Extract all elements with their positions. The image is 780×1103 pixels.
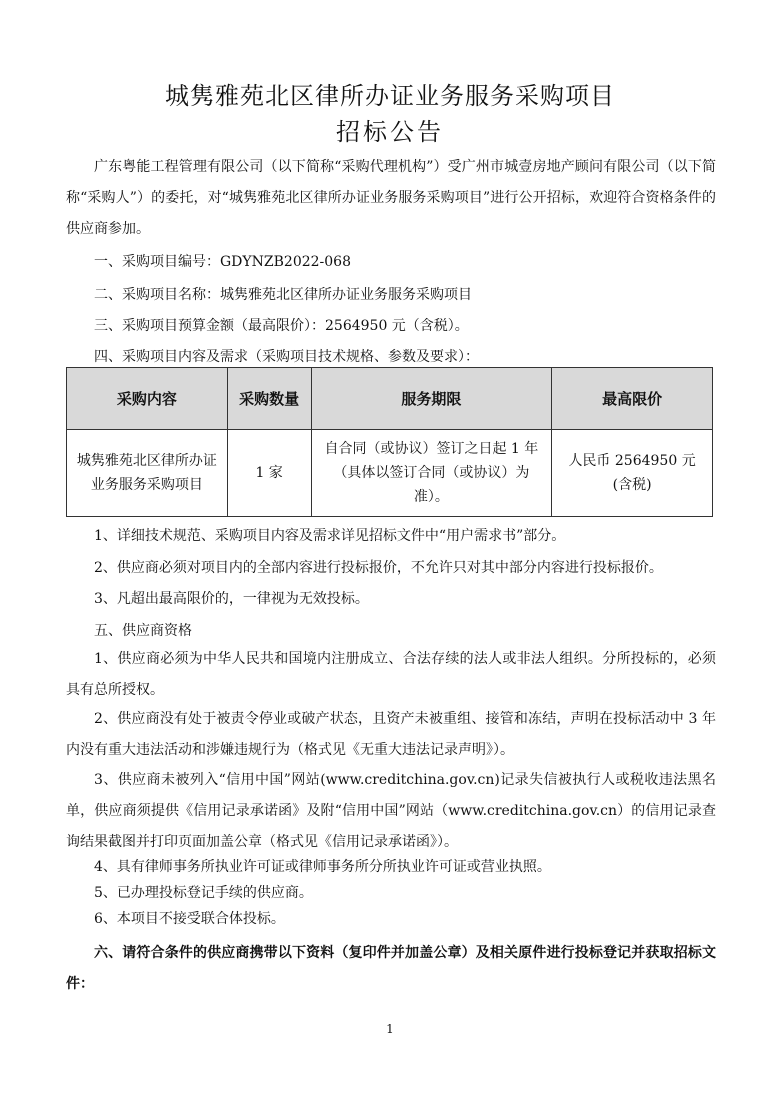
note-3: 3、凡超出最高限价的，一律视为无效投标。 [94,591,369,607]
requirements-table [66,367,713,517]
project-name: 二、采购项目名称：城隽雅苑北区律所办证业务服务采购项目 [94,287,472,303]
section-6-heading: 六、请符合条件的供应商携带以下资料（复印件并加盖公章）及相关原件进行投标登记并获取招标文件： [66,945,716,992]
intro-paragraph: 广东粤能工程管理有限公司（以下简称“采购代理机构”）受广州市城壹房地产顾问有限公司（以下简称“采购人”）的委托，对“城隽雅苑北区律所办证业务服务采购项目”进行公开招标，欢迎符合资格条件的供应商参加。 [66,159,716,237]
table-cell: 城隽雅苑北区律所办证业务服务采购项目 [67,430,228,517]
note-2: 2、供应商必须对项目内的全部内容进行投标报价，不允许只对其中部分内容进行投标报价。 [94,560,663,576]
content-heading: 四、采购项目内容及需求（采购项目技术规格、参数及要求）： [94,349,479,365]
table-header: 采购内容 [67,368,228,430]
qualification-heading: 五、供应商资格 [94,623,192,639]
qualification-4: 4、具有律师事务所执业许可证或律师事务所分所执业许可证或营业执照。 [94,859,551,875]
page-number: 1 [386,1022,394,1036]
qualification-5: 5、已办理投标登记手续的供应商。 [94,885,313,901]
note-1: 1、详细技术规范、采购项目内容及需求详见招标文件中“用户需求书”部分。 [94,528,566,544]
table-header: 服务期限 [311,368,552,430]
table-cell: 1 家 [227,430,311,517]
table-cell: 人民币 2564950 元(含税) [552,430,713,517]
qualification-1: 1、供应商必须为中华人民共和国境内注册成立、合法存续的法人或非法人组织。分所投标的，必须具有总所授权。 [66,651,716,698]
qualification-6: 6、本项目不接受联合体投标。 [94,911,285,927]
document-subtitle: 招标公告 [336,118,444,146]
qualification-3: 3、供应商未被列入“信用中国”网站(www.creditchina.gov.cn)记录失信被执行人或税收违法黑名单，供应商须提供《信用记录承诺函》及附“信用中国”网站（www.creditchina.gov.cn）的信用记录查询结果截图并打印页面加盖公章（格式见《信用记录承诺函》）。 [66,772,716,850]
document-title: 城隽雅苑北区律所办证业务服务采购项目 [165,82,615,110]
project-budget: 三、采购项目预算金额（最高限价）：2564950 元（含税）。 [94,318,469,334]
project-number: 一、采购项目编号：GDYNZB2022-068 [94,254,351,270]
table-cell: 自合同（或协议）签订之日起 1 年（具体以签订合同（或协议）为准）。 [311,430,552,517]
qualification-2: 2、供应商没有处于被责令停业或破产状态，且资产未被重组、接管和冻结，声明在投标活动中 3 年内没有重大违法活动和涉嫌违规行为（格式见《无重大违法记录声明》）。 [66,711,716,758]
table-header: 最高限价 [552,368,713,430]
table-row [67,430,713,517]
table-header: 采购数量 [227,368,311,430]
table-header-row [67,368,713,430]
